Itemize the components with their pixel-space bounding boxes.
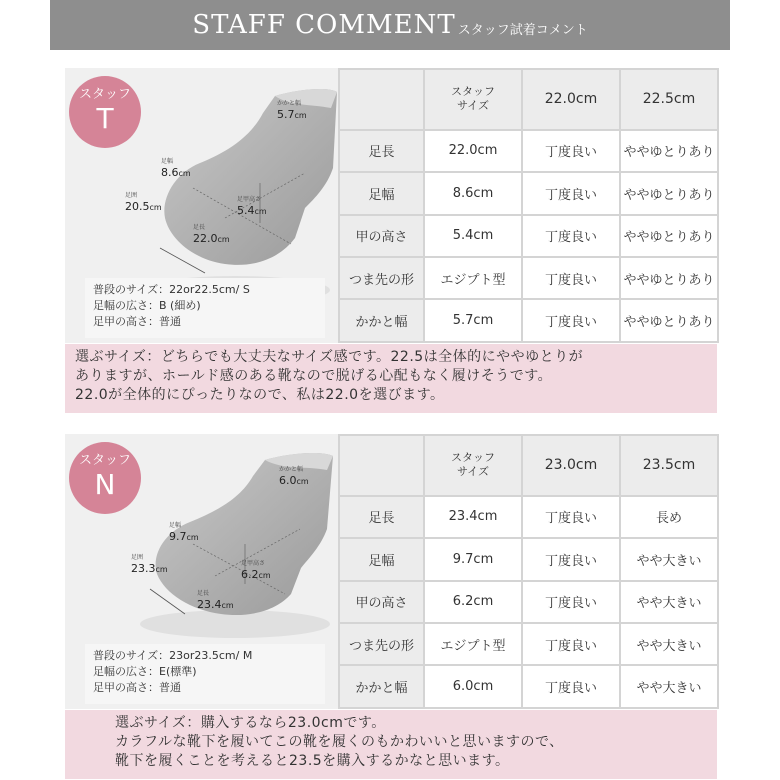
table-cell: ややゆとりあり [620, 299, 718, 342]
table-header-cell: スタッフ サイズ [424, 435, 522, 496]
staff-badge [69, 76, 141, 148]
fit-table [338, 68, 719, 343]
table-header-cell: 23.5cm [620, 435, 718, 496]
row-header: かかと幅 [339, 299, 424, 342]
foot-length-label: 足長 [197, 590, 210, 597]
table-cell: 6.2cm [424, 581, 522, 623]
table-header-cell: スタッフ サイズ [424, 69, 522, 130]
heel-width-label: かかと幅 [277, 100, 302, 107]
heel-width-value: 5.7cm [277, 108, 307, 121]
table-cell: 丁度良い [522, 215, 620, 257]
table-cell: 丁度良い [522, 299, 620, 342]
row-header: 足幅 [339, 538, 424, 580]
profile-foot-width: 足幅の広さ：B (細め) [93, 299, 201, 312]
heel-width-label: かかと幅 [279, 466, 304, 473]
banner-subtitle: スタッフ試着コメント [457, 22, 588, 38]
heel-width-value: 6.0cm [279, 474, 309, 487]
instep-height-value: 6.2cm [241, 568, 271, 581]
table-cell: 長め [620, 496, 718, 538]
row-header: つま先の形 [339, 623, 424, 665]
foot-length-value: 22.0cm [193, 232, 230, 245]
foot-width-label: 足幅 [161, 158, 174, 165]
foot-width-value: 8.6cm [161, 166, 191, 179]
table-row [339, 215, 718, 257]
table-header-row [339, 69, 718, 130]
comment-line: 選ぶサイズ：購入するなら23.0cmです。 [115, 715, 386, 731]
foot-girth-value: 23.3cm [131, 562, 168, 575]
table-cell: 丁度良い [522, 496, 620, 538]
table-cell: 丁度良い [522, 581, 620, 623]
table-row [339, 538, 718, 580]
row-header: つま先の形 [339, 257, 424, 299]
table-cell: ややゆとりあり [620, 172, 718, 214]
row-header: 甲の高さ [339, 215, 424, 257]
row-header: 足幅 [339, 172, 424, 214]
table-cell: やや大きい [620, 538, 718, 580]
header-banner [50, 0, 730, 50]
table-cell: ややゆとりあり [620, 130, 718, 172]
table-row [339, 130, 718, 172]
table-cell: 22.0cm [424, 130, 522, 172]
table-cell: やや大きい [620, 623, 718, 665]
table-cell: エジプト型 [424, 257, 522, 299]
instep-height-label: 足甲高さ [237, 196, 262, 203]
foot-illustration-panel [65, 68, 338, 343]
profile-usual-size: 普段のサイズ：23or23.5cm/ M [93, 649, 253, 662]
banner-title: STAFF COMMENT [192, 10, 456, 40]
table-cell: 5.7cm [424, 299, 522, 342]
comment-line: 22.0が全体的にぴったりなので、私は22.0を選びます。 [75, 387, 445, 403]
table-cell: ややゆとりあり [620, 257, 718, 299]
foot-girth-value: 20.5cm [125, 200, 162, 213]
table-cell: 丁度良い [522, 623, 620, 665]
comment-line: 靴下を履くことを考えると23.5を購入するかなと思います。 [115, 753, 510, 769]
table-row [339, 496, 718, 538]
foot-length-value: 23.4cm [197, 598, 234, 611]
table-cell: 丁度良い [522, 665, 620, 708]
table-cell: 丁度良い [522, 257, 620, 299]
table-header-cell: 22.5cm [620, 69, 718, 130]
instep-height-label: 足甲高さ [241, 560, 266, 567]
staff-comment [65, 344, 717, 413]
staff-badge [69, 442, 141, 514]
table-cell: やや大きい [620, 665, 718, 708]
profile-instep: 足甲の高さ：普通 [93, 315, 181, 328]
row-header: 足長 [339, 496, 424, 538]
table-header-cell: 22.0cm [522, 69, 620, 130]
table-row [339, 665, 718, 708]
fit-table [338, 434, 719, 709]
table-cell: 8.6cm [424, 172, 522, 214]
table-cell: やや大きい [620, 581, 718, 623]
table-header-cell [339, 435, 424, 496]
staff-section-n [65, 434, 717, 779]
comment-line: ありますが、ホールド感のある靴なので脱げる心配もなく履けそうです。 [75, 368, 553, 384]
table-row [339, 299, 718, 342]
staff-section-t [65, 68, 717, 413]
comment-line: 選ぶサイズ：どちらでも大丈夫なサイズ感です。22.5は全体的にややゆとりが [75, 349, 584, 365]
profile-usual-size: 普段のサイズ：22or22.5cm/ S [93, 283, 250, 296]
staff-profile [85, 644, 325, 704]
table-cell: 9.7cm [424, 538, 522, 580]
table-row [339, 172, 718, 214]
foot-width-label: 足幅 [169, 522, 182, 529]
foot-width-value: 9.7cm [169, 530, 199, 543]
table-cell: エジプト型 [424, 623, 522, 665]
staff-comment [65, 710, 717, 779]
row-header: かかと幅 [339, 665, 424, 708]
foot-illustration-panel [65, 434, 338, 709]
table-cell: 丁度良い [522, 538, 620, 580]
instep-height-value: 5.4cm [237, 204, 267, 217]
table-header-cell: 23.0cm [522, 435, 620, 496]
table-cell: 6.0cm [424, 665, 522, 708]
table-cell: 5.4cm [424, 215, 522, 257]
badge-label: スタッフ [78, 87, 131, 102]
table-cell: ややゆとりあり [620, 215, 718, 257]
table-row [339, 257, 718, 299]
row-header: 甲の高さ [339, 581, 424, 623]
table-row [339, 581, 718, 623]
profile-instep: 足甲の高さ：普通 [93, 681, 181, 694]
table-cell: 23.4cm [424, 496, 522, 538]
table-cell: 丁度良い [522, 172, 620, 214]
badge-letter: N [94, 468, 116, 501]
badge-letter: T [96, 102, 114, 135]
foot-length-label: 足長 [193, 224, 206, 231]
table-header-row [339, 435, 718, 496]
profile-foot-width: 足幅の広さ：E(標準) [93, 665, 197, 678]
foot-girth-label: 足囲 [125, 192, 138, 199]
row-header: 足長 [339, 130, 424, 172]
foot-girth-label: 足囲 [131, 554, 144, 561]
table-row [339, 623, 718, 665]
comment-line: カラフルな靴下を履いてこの靴を履くのもかわいいと思いますので、 [115, 734, 564, 750]
badge-label: スタッフ [78, 453, 131, 468]
table-cell: 丁度良い [522, 130, 620, 172]
table-header-cell [339, 69, 424, 130]
staff-profile [85, 278, 325, 338]
